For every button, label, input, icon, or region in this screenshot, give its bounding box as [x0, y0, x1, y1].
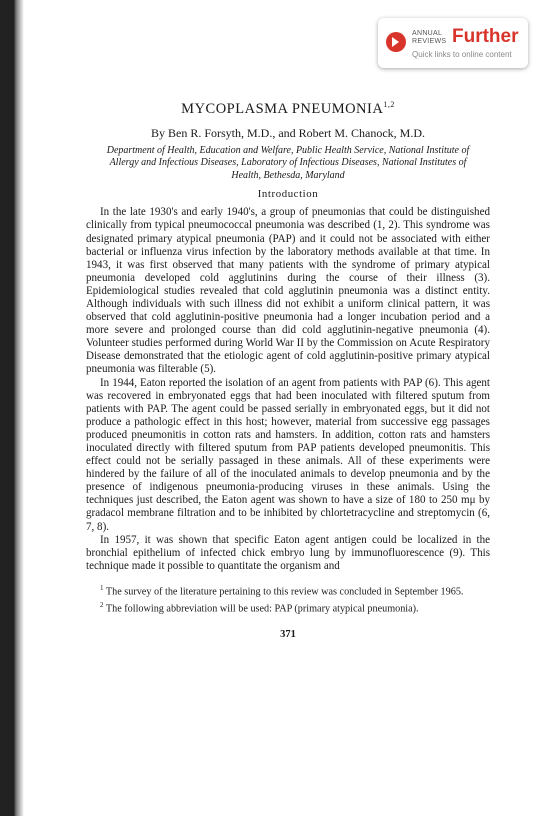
body-paragraph-1: In the late 1930's and early 1940's, a group of pneumonias that could be distinguished clinically from typical pneumococcal pneumonia was described (1, 2). This syndrome was designated primary atypical pneumonia (PAP) and it could not be associated with either bacterial or influenza virus infection by the laboratory methods available at that time. In 1943, it was first observed that many patients with the syndrome of primary atypical pneumonia developed cold agglutinins during the course of their illness (3). Epidemiological studies revealed that cold agglutinin pneumonia was a distinct entity. Although individuals with such illness did not exhibit a uniform clinical pattern, it was observed that cold agglutinin-positive pneumonia had a longer incubation period and a more severe and prolonged course than did cold agglutinin-negative pneumonia (4). Volunteer studies performed during World War II by the Commission on Acute Respiratory Disease demonstrated that the etiologic agent of cold agglutinin-positive primary atypical pneumonia was filterable (5). [86, 206, 490, 376]
book-spine-edge [0, 0, 46, 816]
article-title: MYCOPLASMA PNEUMONIA$^{1,2}$ [181, 100, 395, 117]
badge-annual-reviews-label: ANNUAL REVIEWS [412, 30, 447, 45]
title-footnote-marks: 1,2 [383, 100, 395, 109]
badge-further-label: Further [452, 26, 519, 47]
further-logo-icon [386, 32, 406, 52]
footnotes [86, 582, 490, 615]
body-paragraph-2: In 1944, Eaton reported the isolation of an agent from patients with PAP (6). This agent was recovered in embryonated eggs that had been inoculated with filtered sputum from patients with PAP. The agent could be passed serially in embryonated eggs, but it did not produce a pathologic effect in this host; however, material from successive egg passages produced pneumonitis in cotton rats and hamsters. In addition, cotton rats and hamsters inoculated directly with filtered sputum from PAP patients developed pneumonitis. This effect could not be serially passaged in these animals. All of these experiments were hindered by the failure of all of the inoculated animals to develop pneumonia and by the presence of indigenous pneumonia-producing viruses in these animals. Using the techniques just described, the Eaton agent was shown to have a size of 180 to 250 mμ by gradacol membrane filtration and to be inhibited by chlortetracycline and streptomycin (6, 7, 8). [86, 376, 490, 533]
badge-subtitle: Quick links to online content [412, 50, 512, 59]
section-heading: Introduction [257, 188, 319, 201]
article-page [86, 100, 490, 640]
article-authors: By Ben R. Forsyth, M.D., and Robert M. Chanock, M.D. [151, 125, 425, 140]
footnote-1: $^1$ The survey of the literature pertaining to this review was concluded in September 1965. [100, 583, 464, 598]
annual-reviews-further-badge[interactable] [378, 18, 528, 68]
page-number: 371 [280, 629, 296, 641]
author-affiliation: Department of Health, Education and Welfare, Public Health Service, National Institute of Allergy and Infectious Diseases, Laboratory of Infectious Diseases, National Institutes of Health, Bethesda, Maryland [106, 144, 470, 181]
body-paragraph-3: In 1957, it was shown that specific Eaton agent antigen could be localized in the bronchial epithelium of infected chick embryo lung by immunofluorescence (9). This technique made it possible to quantitate the organism and [86, 533, 490, 572]
footnote-2: $^2$ The following abbreviation will be used: PAP (primary atypical pneumonia). [100, 600, 419, 614]
